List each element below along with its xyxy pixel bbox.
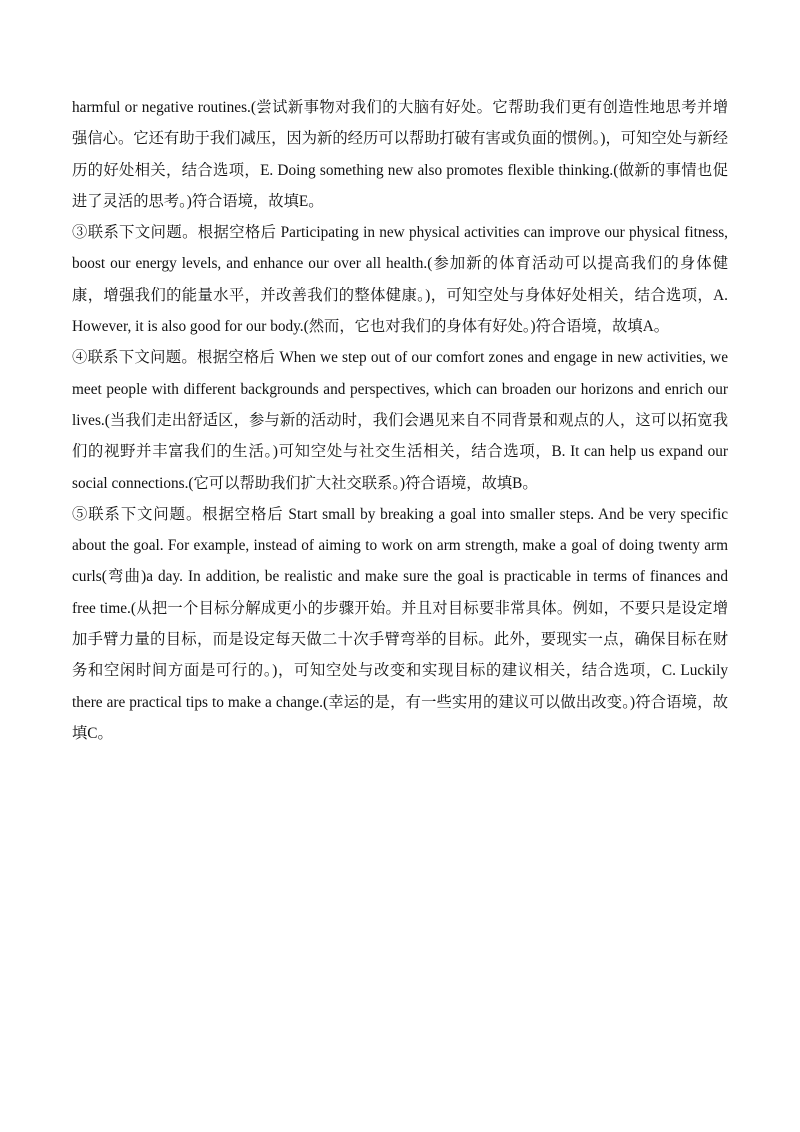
paragraph-2: ③联系下文问题。根据空格后 Participating in new physical activities can improve our physical fitness, boost our energy levels, and enhance our over all health.(参加新的体育活动可以提高我们的身体健康，增强我们的能量水平，并改善我们的整体健康。)，可知空处与身体好处相关，结合选项，A. However, it is also good for our body.(然而，它也对我们的身体有好处。)符合语境，故填A。 bbox=[72, 224, 728, 336]
paragraph-3: ④联系下文问题。根据空格后 When we step out of our comfort zones and engage in new activities, we meet people with different backgrounds and perspectives, which can broaden our horizons and enrich our lives.(当我们走出舒适区，参与新的活动时，我们会遇见来自不同背景和观点的人，这可以拓宽我们的视野并丰富我们的生活。)可知空处与社交生活相关，结合选项，B. It can help us expand our social connections.(它可以帮助我们扩大社交联系。)符合语境，故填B。 bbox=[72, 349, 728, 492]
document-body bbox=[72, 92, 728, 749]
paragraph-4: ⑤联系下文问题。根据空格后 Start small by breaking a goal into smaller steps. And be very specific about the goal. For example, instead of aiming to work on arm strength, make a goal of doing twenty arm curls(弯曲)a day. In addition, be realistic and make sure the goal is practicable in terms of finances and free time.(从把一个目标分解成更小的步骤开始。并且对目标要非常具体。例如，不要只是设定增加手臂力量的目标，而是设定每天做二十次手臂弯举的目标。此外，要现实一点，确保目标在财务和空闲时间方面是可行的。)，可知空处与改变和实现目标的建议相关，结合选项，C. Luckily there are practical tips to make a change.(幸运的是，有一些实用的建议可以做出改变。)符合语境，故填C。 bbox=[72, 505, 728, 742]
paragraph-1: harmful or negative routines.(尝试新事物对我们的大脑有好处。它帮助我们更有创造性地思考并增强信心。它还有助于我们减压，因为新的经历可以帮助打破有害或负面的惯例。)，可知空处与新经历的好处相关，结合选项，E. Doing something new also promotes flexible thinking.(做新的事情也促进了灵活的思考。)符合语境，故填E。 bbox=[72, 99, 728, 210]
